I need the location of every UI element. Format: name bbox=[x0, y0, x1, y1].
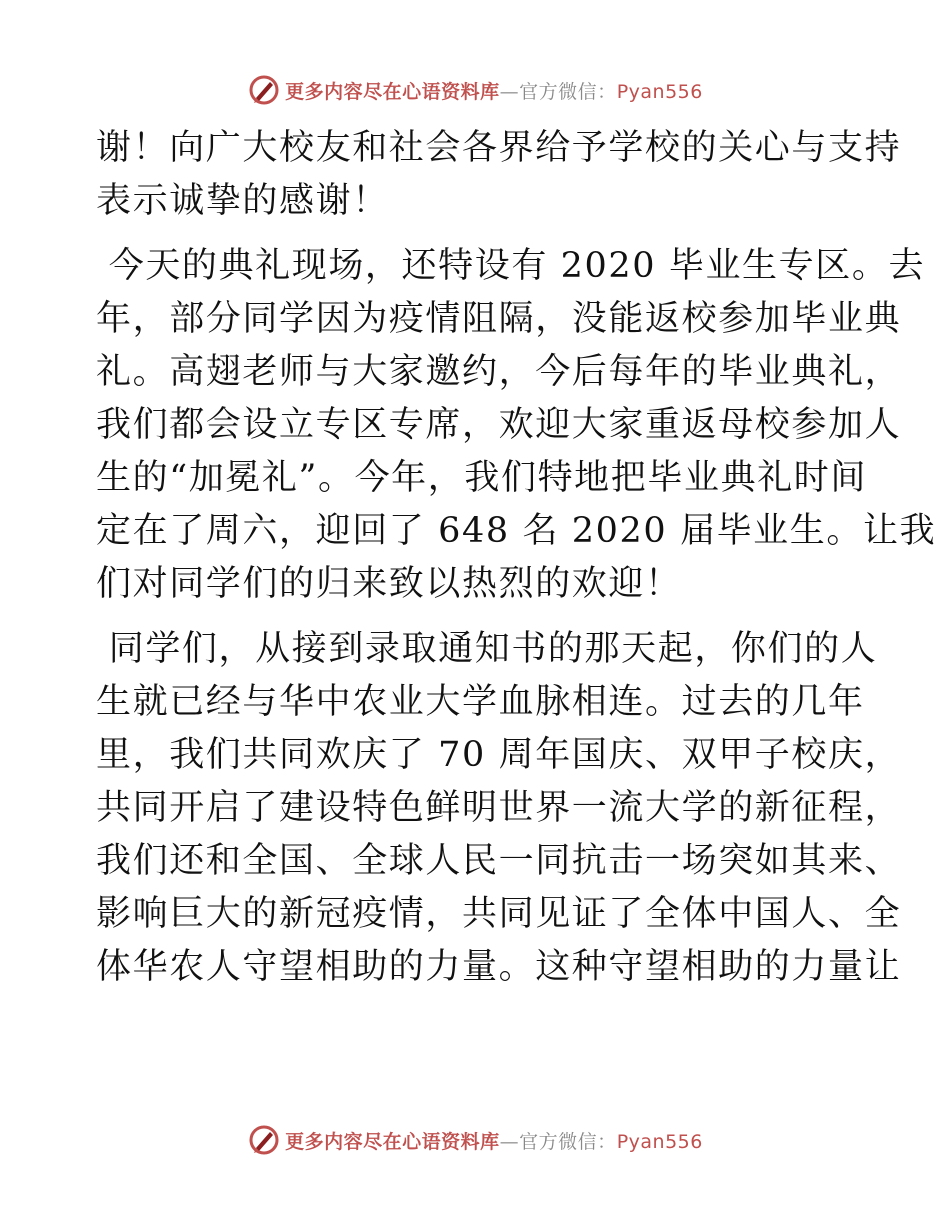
paragraph bbox=[96, 122, 902, 228]
text-line: 生就已经与华中农业大学血脉相连。过去的几年 bbox=[96, 682, 865, 722]
text-line: 今天的典礼现场，还特设有 2020 毕业生专区。去 bbox=[96, 246, 926, 286]
text-line: 影响巨大的新冠疫情，共同见证了全体中国人、全 bbox=[96, 894, 902, 934]
text-line: 生的“加冕礼”。今年，我们特地把毕业典礼时间 bbox=[96, 458, 867, 498]
footer-watermark-text bbox=[285, 1127, 703, 1154]
text-line: 里，我们共同欢庆了 70 周年国庆、双甲子校庆， bbox=[96, 735, 902, 775]
header-watermark-text bbox=[285, 77, 703, 104]
text-line: 同学们，从接到录取通知书的那天起，你们的人 bbox=[96, 629, 878, 669]
footer-official-label: 官方微信： bbox=[519, 1130, 617, 1153]
header-watermark bbox=[0, 70, 950, 110]
paragraph-gap bbox=[96, 228, 856, 240]
pen-circle-icon bbox=[247, 73, 281, 107]
header-dash: — bbox=[499, 80, 520, 103]
header-wechat-id: Pyan556 bbox=[616, 80, 703, 103]
text-line: 我们还和全国、全球人民一同抗击一场突如其来、 bbox=[96, 841, 902, 881]
paragraph bbox=[96, 623, 902, 994]
footer-dash: — bbox=[499, 1130, 520, 1153]
header-site-text: 更多内容尽在心语资料库 bbox=[285, 80, 500, 103]
text-line: 礼。高翅老师与大家邀约，今后每年的毕业典礼， bbox=[96, 352, 902, 392]
paragraph bbox=[96, 240, 937, 611]
text-line: 谢！向广大校友和社会各界给予学校的关心与支持 bbox=[96, 128, 902, 168]
text-line: 我们都会设立专区专席，欢迎大家重返母校参加人 bbox=[96, 405, 902, 445]
text-line: 年，部分同学因为疫情阻隔，没能返校参加毕业典 bbox=[96, 299, 902, 339]
text-line: 们对同学们的归来致以热烈的欢迎！ bbox=[96, 564, 682, 604]
header-official-label: 官方微信： bbox=[519, 80, 617, 103]
text-line: 定在了周六，迎回了 648 名 2020 届毕业生。让我 bbox=[96, 511, 937, 551]
text-line: 表示诚挚的感谢！ bbox=[96, 181, 389, 221]
text-line: 共同开启了建设特色鲜明世界一流大学的新征程， bbox=[96, 788, 902, 828]
footer-wechat-id: Pyan556 bbox=[616, 1130, 703, 1153]
text-line: 体华农人守望相助的力量。这种守望相助的力量让 bbox=[96, 947, 902, 987]
pen-circle-icon bbox=[247, 1123, 281, 1157]
paragraph-gap bbox=[96, 611, 856, 623]
document-body bbox=[96, 122, 937, 994]
footer-site-text: 更多内容尽在心语资料库 bbox=[285, 1130, 500, 1153]
footer-watermark bbox=[0, 1120, 950, 1160]
